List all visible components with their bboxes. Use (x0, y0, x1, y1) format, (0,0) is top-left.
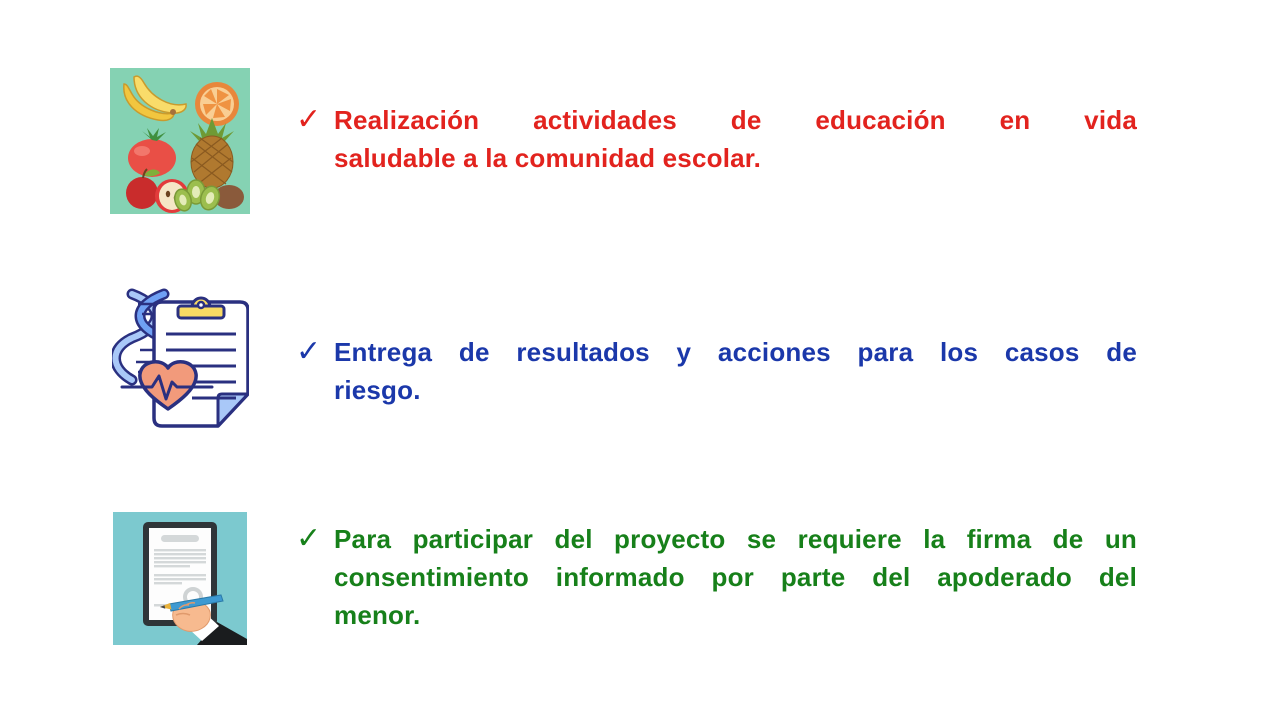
check-icon: ✓ (296, 103, 322, 136)
text-line: Para participar del proyecto se requiere la firma de un (334, 524, 1137, 554)
bullet-text-resultados (334, 333, 1137, 409)
check-icon: ✓ (296, 522, 322, 555)
text-line: riesgo. (334, 375, 421, 405)
fruits-illustration (110, 68, 250, 214)
check-icon: ✓ (296, 335, 322, 368)
orange-icon (195, 82, 239, 126)
medical-report-icon (112, 286, 249, 438)
text-line: Entrega de resultados y acciones para los casos de (334, 337, 1137, 367)
bullet-text-consentimiento (334, 520, 1137, 634)
bullet-text-educacion (334, 101, 1137, 177)
text-line: consentimiento informado por parte del apoderado del (334, 562, 1137, 592)
text-line: menor. (334, 600, 421, 630)
signature-illustration (113, 512, 247, 645)
text-line: saludable a la comunidad escolar. (334, 143, 762, 173)
text-line: Realización actividades de educación en vida (334, 105, 1137, 135)
